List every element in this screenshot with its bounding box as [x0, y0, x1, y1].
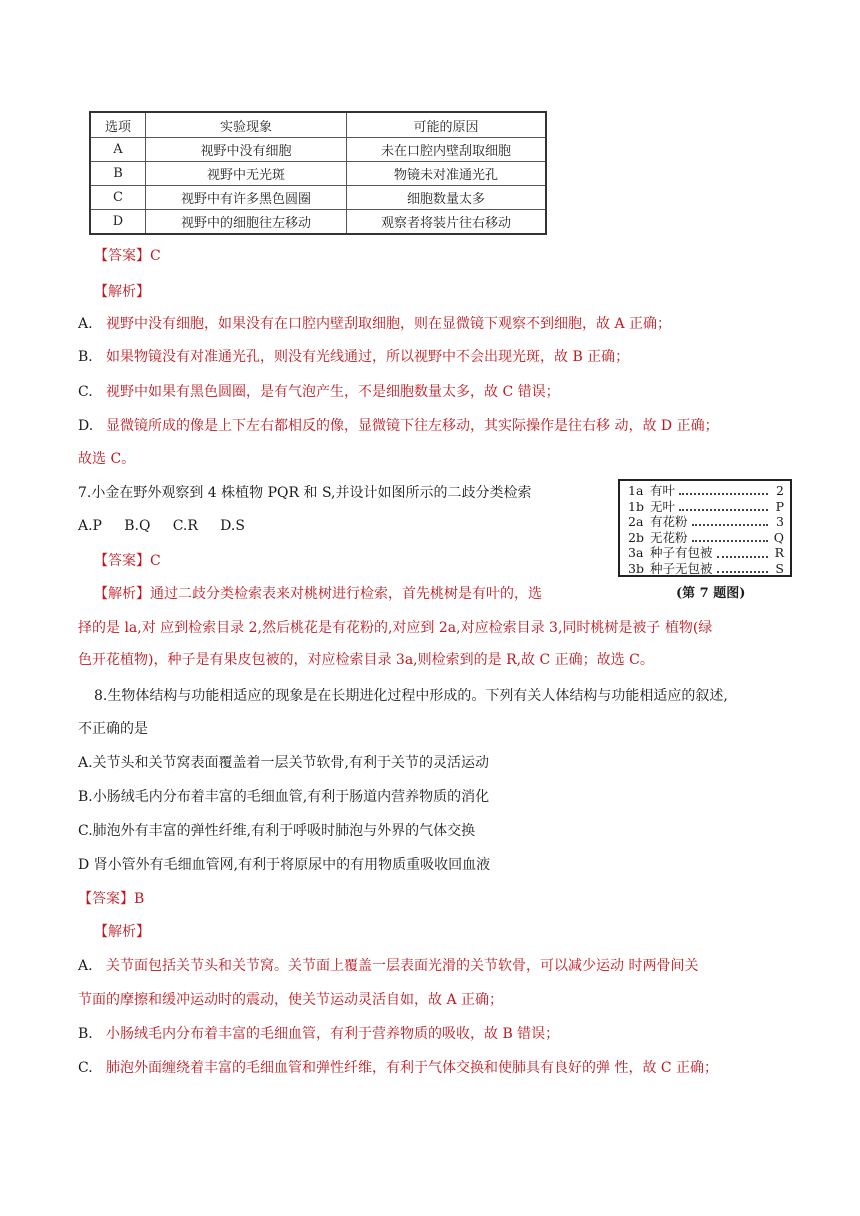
analysis-text: 节面的摩擦和缓冲运动时的震动，使关节运动灵活自如，故 A 正确；: [78, 992, 504, 1008]
key-result: 2: [776, 483, 784, 498]
table-header: 实验现象: [146, 112, 347, 138]
question-option: C.肺泡外有丰富的弹性纤维,有利于呼吸时肺泡与外界的气体交换: [78, 823, 476, 839]
key-result: Q: [773, 529, 784, 545]
item-text: 显微镜所成的像是上下左右都相反的像，显微镜下往左移动，其实际操作是往右移 动，故 D 正确；: [106, 418, 719, 434]
analysis-item: [78, 956, 698, 976]
key-result: 3: [776, 514, 784, 530]
key-row: [628, 483, 784, 499]
table-row: [90, 138, 546, 162]
leader-dots: [717, 564, 768, 573]
table-header: 可能的原因: [347, 112, 547, 138]
table-row: [90, 186, 546, 210]
question-stem: 8.生物体结构与功能相适应的现象是在长期进化过程中形成的。下列有关人体结构与功能相适应的叙述,: [94, 688, 728, 704]
key-text: 种子有包被: [650, 545, 713, 561]
table-cell: B: [90, 162, 146, 186]
analysis-label: 【解析】: [94, 586, 150, 602]
table-cell: 视野中无光斑: [146, 162, 347, 186]
leader-dots: [692, 533, 768, 542]
item-text: 如果物镜没有对准通光孔，则没有光线通过，所以视野中不会出现光斑，故 B 正确；: [106, 349, 630, 365]
key-text: 有叶: [650, 483, 676, 498]
figure-caption: (第 7 题图): [676, 586, 746, 601]
item-letter: B.: [78, 349, 93, 365]
item-text: 肺泡外面缠绕着丰富的毛细血管和弹性纤维，有利于气体交换和使肺具有良好的弹 性，故 C 正确；: [106, 1060, 719, 1076]
item-letter: A.: [78, 958, 93, 974]
key-text: 无花粉: [650, 529, 688, 545]
table-cell: C: [90, 186, 146, 210]
key-code: 1a: [628, 483, 644, 498]
key-text: 无叶: [650, 498, 676, 514]
key-text: 有花粉: [650, 514, 688, 530]
question-option: D 肾小管外有毛细血管网,有利于将原尿中的有用物质重吸收回血液: [78, 857, 491, 873]
answer-label: 【答案】C: [94, 248, 161, 264]
key-text: 种子无包被: [650, 560, 713, 576]
analysis-item: [78, 382, 560, 402]
analysis-text: 通过二歧分类检索表来对桃树进行检索，首先桃树是有叶的，选: [150, 586, 542, 602]
key-code: 1b: [628, 498, 644, 514]
conclusion-text: 故选 C。: [78, 451, 136, 467]
table-cell: 视野中有许多黑色圆圈: [146, 186, 347, 210]
key-code: 3a: [628, 545, 644, 561]
question-option: B.小肠绒毛内分布着丰富的毛细血管,有利于肠道内营养物质的消化: [78, 789, 490, 805]
table-header: 选项: [90, 112, 146, 138]
key-code: 2a: [628, 514, 644, 530]
key-code: 3b: [628, 560, 644, 576]
analysis-label: 【解析】: [94, 924, 150, 940]
key-row: [628, 514, 784, 530]
item-letter: D.: [78, 418, 94, 434]
leader-dots: [679, 502, 768, 511]
key-row: [628, 499, 784, 515]
leader-dots: [679, 486, 768, 495]
item-text: 视野中没有细胞，如果没有在口腔内壁刮取细胞，则在显微镜下观察不到细胞，故 A 正确；: [106, 316, 672, 332]
analysis-text: 择的是 la,对 应到检索目录 2,然后桃花是有花粉的,对应到 2a,对应检索目录 3,同时桃树是被子 植物(绿: [78, 620, 713, 636]
analysis-item: [78, 416, 719, 436]
table-cell: 视野中的细胞往左移动: [146, 210, 347, 235]
key-result: P: [775, 498, 784, 514]
item-text: 小肠绒毛内分布着丰富的毛细血管，有利于营养物质的吸收，故 B 错误；: [106, 1026, 560, 1042]
key-row: [628, 561, 784, 577]
key-result: R: [774, 545, 784, 561]
item-text: 关节面包括关节头和关节窝。关节面上覆盖一层表面光滑的关节软骨，可以减少运动 时两骨间关: [106, 958, 699, 974]
table-row: [90, 162, 546, 186]
question-option: A.关节头和关节窝表面覆盖着一层关节软骨,有利于关节的灵活运动: [78, 755, 490, 771]
key-row: [628, 545, 784, 561]
analysis-item: [78, 1024, 559, 1044]
item-text: 视野中如果有黑色圆圈，是有气泡产生，不是细胞数量太多，故 C 错误；: [106, 384, 560, 400]
analysis-label: 【解析】: [94, 284, 150, 300]
item-letter: C.: [78, 384, 93, 400]
key-code: 2b: [628, 529, 644, 545]
key-result: S: [775, 560, 784, 576]
analysis-item: [78, 1058, 718, 1078]
table-cell: 未在口腔内壁刮取细胞: [347, 138, 547, 162]
table-cell: 观察者将装片往右移动: [347, 210, 547, 235]
answer-label: 【答案】C: [94, 553, 161, 569]
analysis-text: 色开花植物)，种子是有果皮包被的，对应检索目录 3a,则检索到的是 R,故 C 正确；故选 C。: [78, 652, 654, 668]
table-cell: D: [90, 210, 146, 235]
analysis-item: [78, 347, 629, 367]
analysis-paragraph: [94, 584, 542, 604]
answer-label: 【答案】B: [78, 891, 145, 907]
dichotomous-key-figure: [618, 479, 792, 577]
table-cell: 视野中没有细胞: [146, 138, 347, 162]
table-header-row: [90, 112, 546, 138]
question-stem: 不正确的是: [78, 721, 148, 737]
table-row: [90, 210, 546, 235]
leader-dots: [692, 517, 768, 526]
item-letter: B.: [78, 1026, 93, 1042]
analysis-item: [78, 314, 671, 334]
item-letter: C.: [78, 1060, 93, 1076]
leader-dots: [717, 549, 768, 558]
table-cell: 细胞数量太多: [347, 186, 547, 210]
key-row: [628, 530, 784, 546]
table-cell: A: [90, 138, 146, 162]
item-letter: A.: [78, 316, 93, 332]
experiment-table: [89, 111, 547, 235]
question-stem: 7.小金在野外观察到 4 株植物 PQR 和 S,并设计如图所示的二歧分类检索: [78, 485, 532, 501]
table-cell: 物镜未对准通光孔: [347, 162, 547, 186]
question-options: A.P B.Q C.R D.S: [78, 518, 245, 534]
